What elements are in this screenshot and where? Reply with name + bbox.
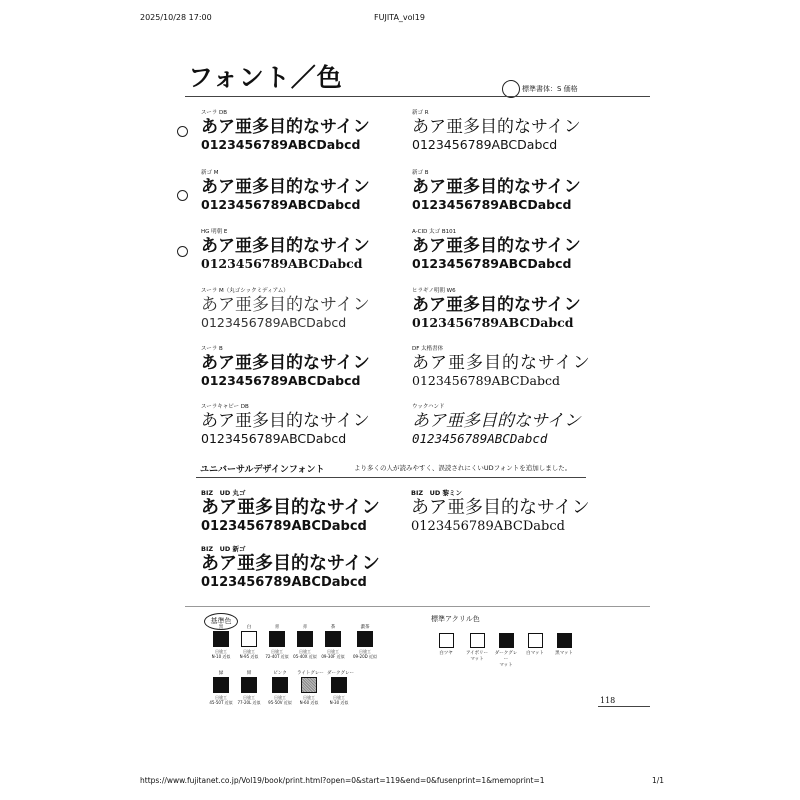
swatch-box [470, 633, 485, 648]
color-section-rule [185, 606, 650, 607]
font-sample-num: 0123456789ABCDabcd [201, 197, 361, 212]
font-sample [412, 288, 612, 331]
font-sample-num: 0123456789ABCDabcd [412, 431, 548, 446]
swatch-box [297, 631, 313, 647]
font-sample [201, 404, 401, 447]
font-sample-num: 0123456789ABCDabcd [201, 373, 361, 388]
page-title: フォント／色 [188, 63, 343, 92]
swatch-code: 日塗工 09-30F 近似 [321, 649, 345, 659]
font-sample [412, 110, 612, 153]
font-label: 新ゴ R [412, 110, 429, 116]
font-label: スーラ M（丸ゴシックミディアム） [201, 288, 289, 294]
color-swatch [237, 670, 261, 705]
font-sample-jp: あア亜多目的なサイン [411, 497, 590, 518]
swatch-code: 日塗工 77-20L 近似 [237, 695, 261, 705]
page-number-rule [598, 706, 650, 707]
font-sample-jp: あア亜多目的なサイン [412, 353, 591, 373]
swatch-name: 赤 [302, 625, 308, 630]
swatch-box [439, 633, 454, 648]
font-sample-jp: あア亜多目的なサイン [412, 236, 581, 256]
swatch-name: 緑 [218, 671, 224, 676]
swatch-code: 日塗工 95-50V 近似 [268, 695, 292, 705]
font-label: BIZ UD 新ゴ [201, 545, 246, 553]
font-sample [201, 229, 401, 272]
font-sample-num: 0123456789ABCDabcd [201, 315, 347, 330]
swatch-box [241, 677, 257, 693]
swatch-box [241, 631, 257, 647]
font-sample-num: 0123456789ABCDabcd [201, 431, 347, 446]
color-swatch [293, 624, 317, 659]
ud-rule [196, 477, 586, 478]
font-label: A-CID 太ゴ B101 [412, 229, 457, 235]
print-url: https://www.fujitanet.co.jp/Vol19/book/print.html?open=0&start=119&end=0&fusenprint=1&memoprint=1 [140, 776, 545, 785]
font-sample-jp: あア亜多目的なサイン [412, 177, 581, 197]
page-number: 118 [600, 696, 616, 705]
font-sample-num: 0123456789ABCDabcd [412, 256, 572, 271]
swatch-name: 濃茶 [360, 625, 370, 630]
acrylic-color-title: 標準アクリル色 [431, 615, 480, 623]
swatch-box [331, 677, 347, 693]
swatch-box [269, 631, 285, 647]
font-sample-jp: あア亜多目的なサイン [201, 497, 380, 518]
swatch-code: 日塗工 09-20D 近似 [353, 649, 377, 659]
color-swatch [237, 624, 261, 659]
swatch-code: 日塗工 N-60 近似 [299, 695, 319, 705]
acrylic-swatch [433, 633, 459, 657]
page-count: 1/1 [652, 776, 665, 785]
font-sample [201, 346, 401, 389]
font-sample [201, 170, 401, 213]
swatch-box [213, 677, 229, 693]
font-sample [412, 170, 612, 213]
swatch-code: 日塗工 72-40T 近似 [265, 649, 289, 659]
font-sample-jp: あア亜多目的なサイン [201, 295, 370, 315]
font-label: スーラ DB [201, 110, 227, 116]
swatch-box [499, 633, 514, 648]
font-sample-num: 0123456789ABCDabcd [411, 519, 565, 534]
ud-section-note: より多くの人が読みやすく、誤読されにくいUDフォントを追加しました。 [354, 464, 572, 472]
ud-font-sample [411, 490, 621, 535]
font-sample-jp: あア亜多目的なサイン [412, 411, 581, 431]
standard-font-mark [177, 126, 188, 137]
title-rule [185, 96, 650, 97]
swatch-code: 日塗工 N-10 近似 [211, 649, 231, 659]
standard-font-mark [177, 246, 188, 257]
swatch-name: 紺 [246, 671, 252, 676]
font-sample-jp: あア亜多目的なサイン [201, 353, 370, 373]
swatch-name: 黒マット [555, 651, 573, 656]
swatch-name: 黒 [218, 625, 224, 630]
swatch-name: ダークグレー マット [494, 651, 518, 668]
swatch-code: 日塗工 05-40X 近似 [293, 649, 317, 659]
font-label: 新ゴ B [412, 170, 429, 176]
standard-font-mark [177, 190, 188, 201]
acrylic-swatch [522, 633, 548, 657]
acrylic-swatch [493, 633, 519, 669]
acrylic-swatch [551, 633, 577, 657]
print-datetime: 2025/10/28 17:00 [140, 13, 212, 22]
font-sample-jp: あア亜多目的なサイン [201, 411, 370, 431]
color-swatch [268, 670, 292, 705]
ud-font-sample [201, 490, 411, 535]
swatch-code: 日塗工 N-95 近似 [239, 649, 259, 659]
font-sample-jp: あア亜多目的なサイン [201, 177, 370, 197]
font-sample-jp: あア亜多目的なサイン [201, 553, 380, 574]
font-label: 新ゴ M [201, 170, 219, 176]
swatch-name: 茶 [330, 625, 336, 630]
font-sample [201, 288, 401, 331]
standard-font-note: 標準書体：S 価格 [522, 85, 578, 93]
font-label: スーラキャピー DB [201, 404, 249, 410]
swatch-code: 日塗工 45-50T 近似 [209, 695, 233, 705]
swatch-box [213, 631, 229, 647]
color-swatch [265, 624, 289, 659]
font-label: BIZ UD 丸ゴ [201, 489, 246, 497]
swatch-box [528, 633, 543, 648]
swatch-box [357, 631, 373, 647]
color-swatch [209, 624, 233, 659]
font-sample [412, 404, 612, 447]
swatch-box [301, 677, 317, 693]
base-color-label: 基準色 [204, 613, 238, 630]
font-sample [201, 110, 401, 153]
font-sample-jp: あア亜多目的なサイン [412, 117, 581, 137]
font-sample [412, 346, 612, 389]
ud-font-sample [201, 546, 411, 591]
font-label: ウックハンド [412, 404, 445, 410]
color-swatch [353, 624, 377, 659]
swatch-name: アイボリー マット [465, 651, 489, 662]
font-sample-num: 0123456789ABCDabcd [412, 197, 572, 212]
font-sample-num: 0123456789ABCDabcd [201, 575, 367, 590]
font-sample-num: 0123456789ABCDabcd [412, 315, 574, 330]
font-sample-num: 0123456789ABCDabcd [412, 373, 561, 388]
font-sample-num: 0123456789ABCDabcd [201, 519, 367, 534]
font-sample-jp: あア亜多目的なサイン [201, 117, 370, 137]
font-sample-jp: あア亜多目的なサイン [412, 295, 581, 315]
swatch-name: 白マット [526, 651, 544, 656]
swatch-name: ピンク [273, 671, 287, 676]
swatch-code: 日塗工 N-30 近似 [329, 695, 349, 705]
swatch-name: ライトグレー [297, 671, 324, 676]
swatch-name: 青 [274, 625, 280, 630]
font-label: ヒラギノ明朝 W6 [412, 288, 456, 294]
swatch-name: 白 [246, 625, 252, 630]
swatch-box [557, 633, 572, 648]
font-sample-num: 0123456789ABCDabcd [201, 256, 363, 271]
color-swatch [209, 670, 233, 705]
swatch-box [325, 631, 341, 647]
acrylic-swatch [464, 633, 490, 663]
font-label: DF 太楷書体 [412, 346, 444, 352]
font-sample [412, 229, 612, 272]
swatch-box [272, 677, 288, 693]
color-swatch [297, 670, 324, 705]
document-name: FUJITA_vol19 [374, 13, 425, 22]
color-swatch [327, 670, 354, 705]
font-sample-num: 0123456789ABCDabcd [201, 137, 361, 152]
swatch-name: 白ツヤ [439, 651, 453, 656]
font-label: HG 明朝 E [201, 229, 228, 235]
font-label: スーラ B [201, 346, 223, 352]
ud-section-title: ユニバーサルデザインフォント [200, 465, 325, 475]
color-swatch [321, 624, 345, 659]
swatch-name: ダークグレー [327, 671, 354, 676]
font-label: BIZ UD 黎ミン [411, 489, 463, 497]
font-sample-num: 0123456789ABCDabcd [412, 137, 558, 152]
font-sample-jp: あア亜多目的なサイン [201, 236, 370, 256]
